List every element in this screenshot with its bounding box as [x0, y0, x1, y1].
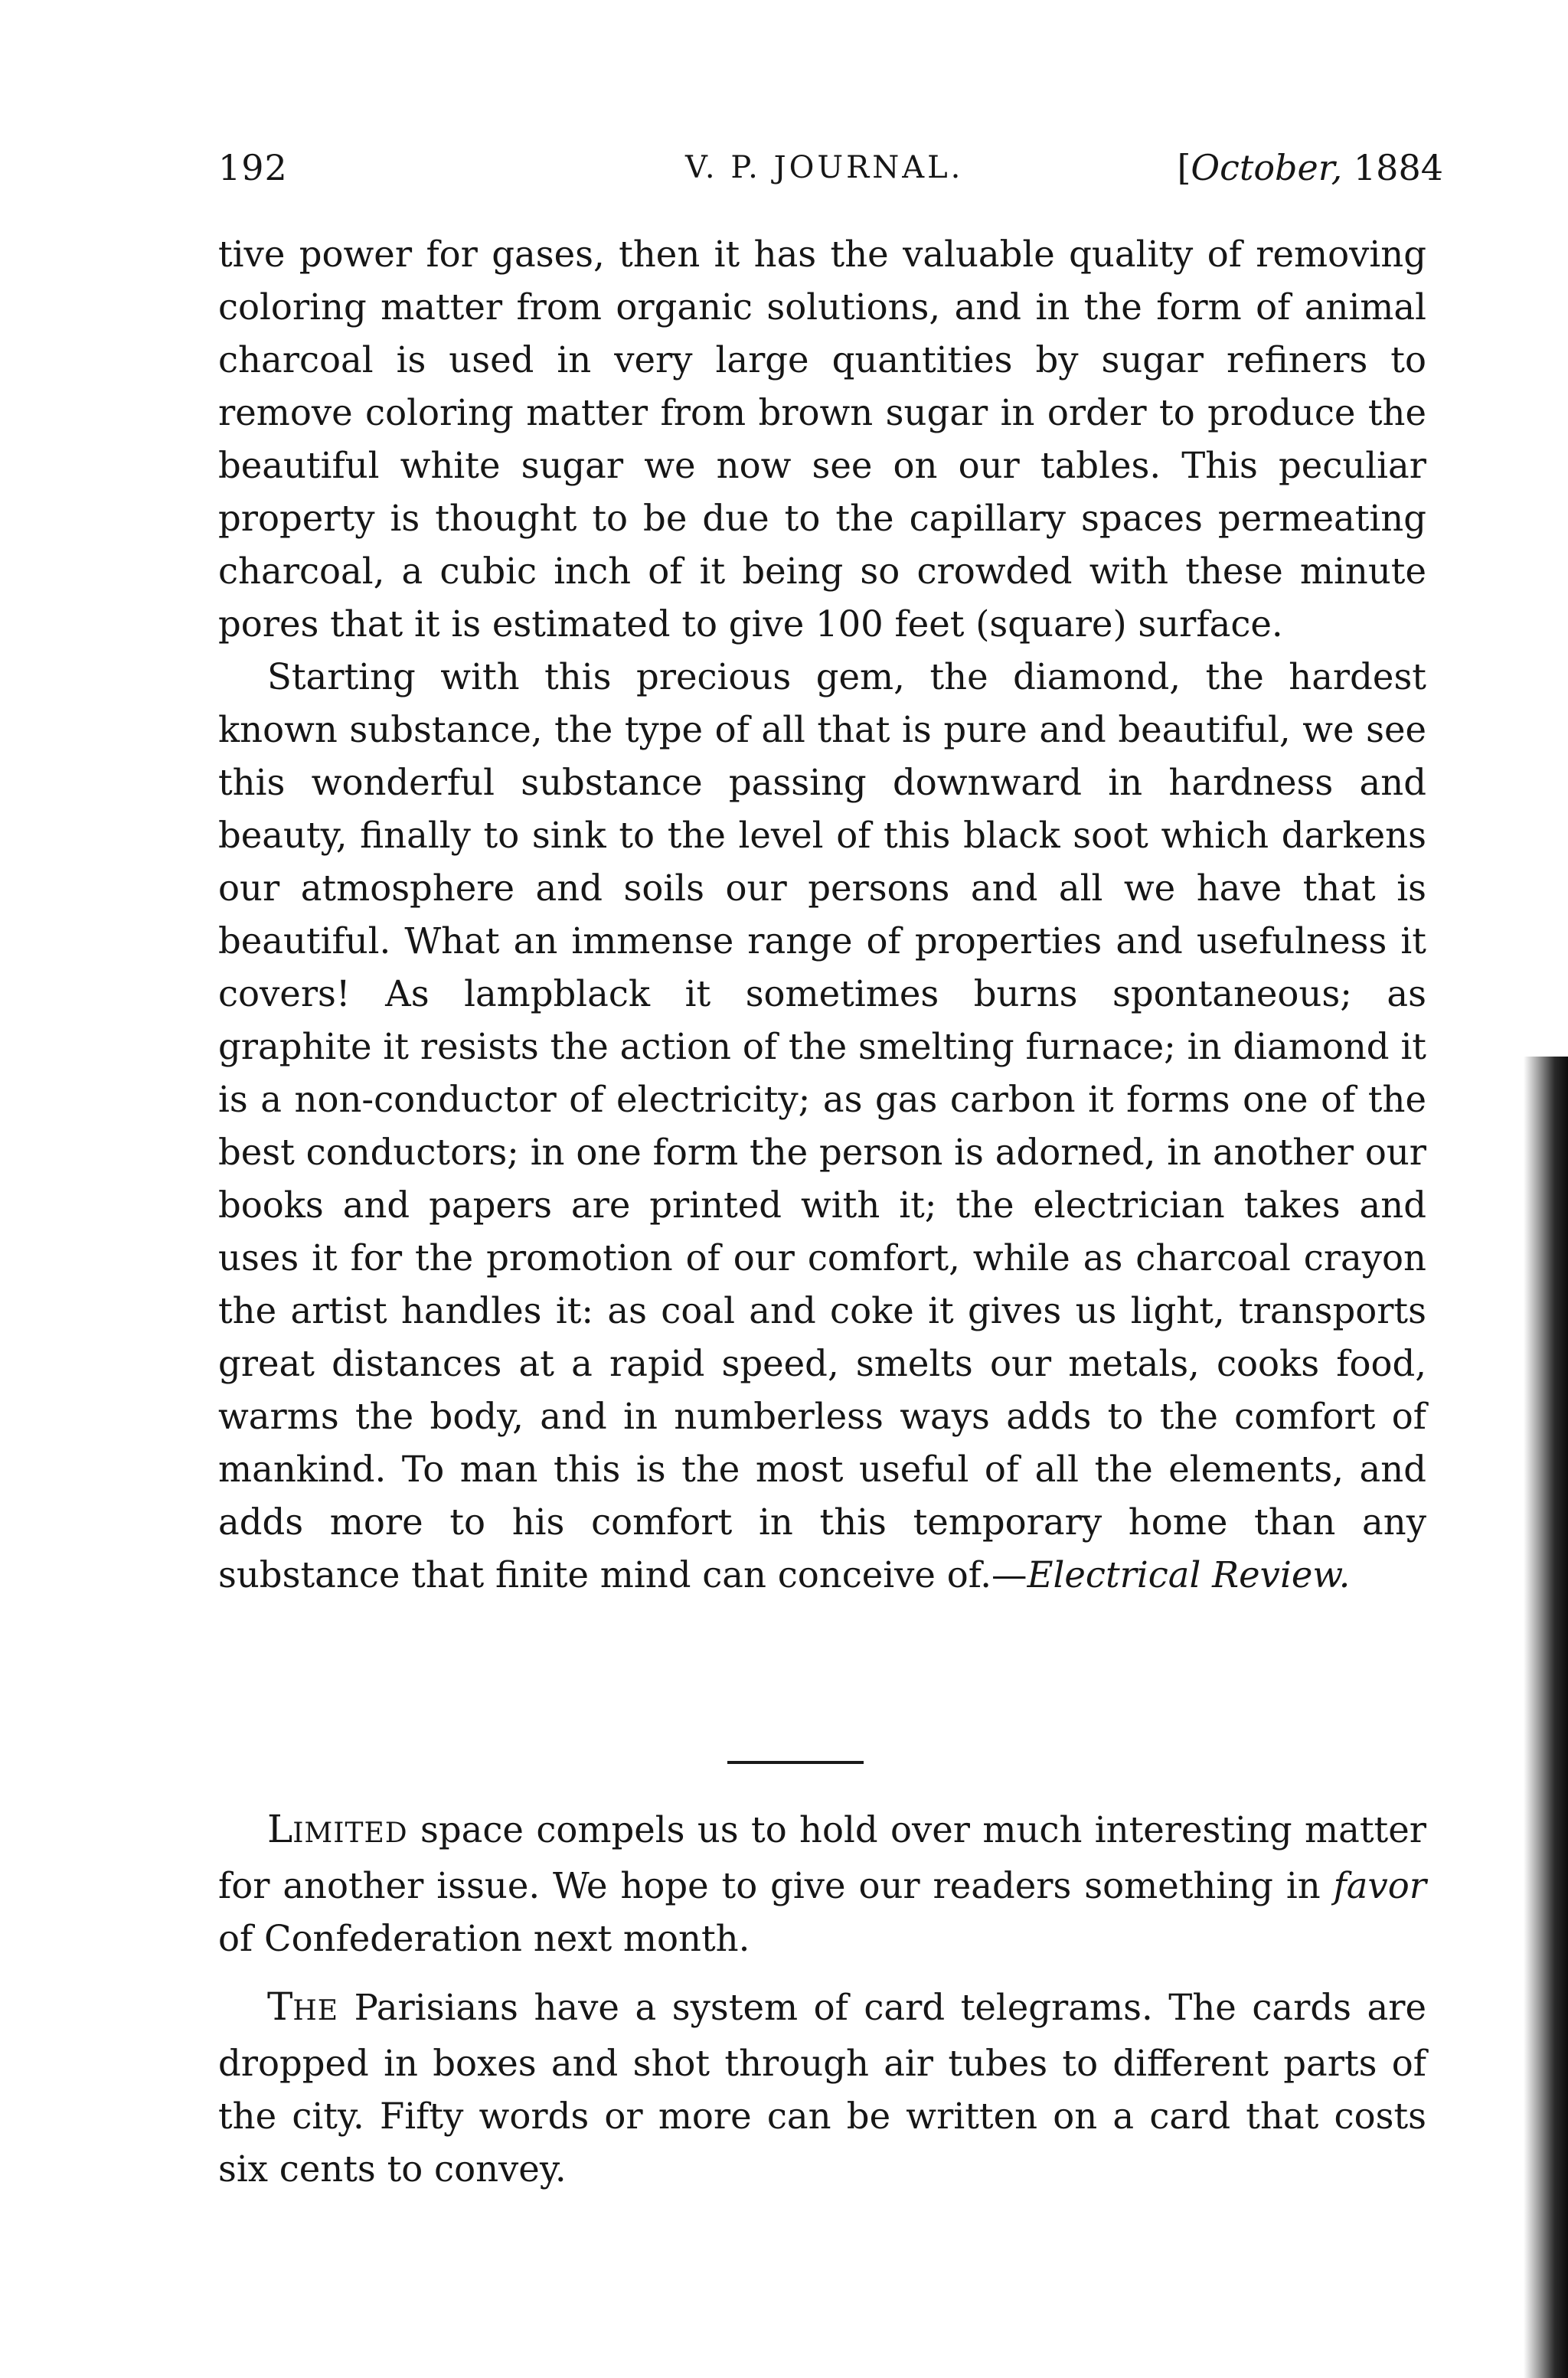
running-header [218, 141, 1443, 194]
article-paragraph-1: tive power for gases, then it has the valuable quality of removing coloring matter from organic solutions, and in the form of animal charcoal is used in very large quantities by sugar refiners to remove coloring matter from brown sugar in order to produce the beautiful white sugar we now see on our tables. This peculiar property is thought to be due to the capillary spaces permeating charcoal, a cubic inch of it being so crowded with these minute pores that it is estimated to give 100 feet (square) surface. [218, 234, 1426, 645]
note-1-italic: favor [1333, 1865, 1426, 1906]
note-2-smallcaps: HE [292, 1995, 339, 2027]
note-1-text: space compels us to hold over much interesting matter for another issue. We hope to give our readers something in [218, 1809, 1426, 1906]
page-number: 192 [218, 147, 288, 188]
article-source: Electrical Review. [1027, 1554, 1351, 1596]
note-1-smallcaps: IMITED [292, 1818, 408, 1849]
article-body [218, 228, 1426, 1602]
article-paragraph-2-text: Starting with this precious gem, the diamond, the hardest known substance, the type of all that is pure and beautiful, we see this wonderful substance passing downward in hardness and beauty, finally to sink to the level of this black soot which darkens our atmosphere and soils our persons and all we have that is beautiful. What an immense range of properties and usefulness it covers! As lampblack it sometimes burns spontaneous; as graphite it resists the action of the smelting furnace; in diamond it is a non-conductor of electricity; as gas carbon it forms one of the best conductors; in one form the person is adorned, in another our books and papers are printed with it; the electrician takes and uses it for the promotion of our comfort, while as charcoal crayon the artist handles it: as coal and coke it gives us light, transports great distances at a rapid speed, smelts our metals, cooks food, warms the body, and in numberless ways adds to the comfort of mankind. To man this is the most useful of all the elements, and adds more to his comfort in this temporary home than any substance that finite mind can conceive of.— [218, 656, 1426, 1596]
section-divider [727, 1761, 864, 1764]
journal-title: V. P. JOURNAL. [685, 150, 964, 185]
date-bracket: [ [1177, 147, 1191, 188]
note-1-initial: L [267, 1807, 293, 1851]
page-edge-shadow [1524, 1057, 1568, 2378]
note-2-initial: T [267, 1984, 293, 2029]
date-year: 1884 [1342, 147, 1443, 188]
date-month: October, [1191, 147, 1343, 188]
issue-date [1177, 141, 1443, 194]
editorial-notes [218, 1803, 1426, 2196]
note-card-telegrams [218, 1981, 1426, 2196]
article-paragraph-2 [218, 651, 1426, 1602]
note-limited-space [218, 1803, 1426, 1965]
note-2-text: Parisians have a system of card telegrams. The cards are dropped in boxes and shot through air tubes to different parts of the city. Fifty words or more can be written on a card that costs six cents to convey. [218, 1987, 1426, 2190]
note-1-text-end: of Confederation next month. [218, 1918, 750, 1959]
